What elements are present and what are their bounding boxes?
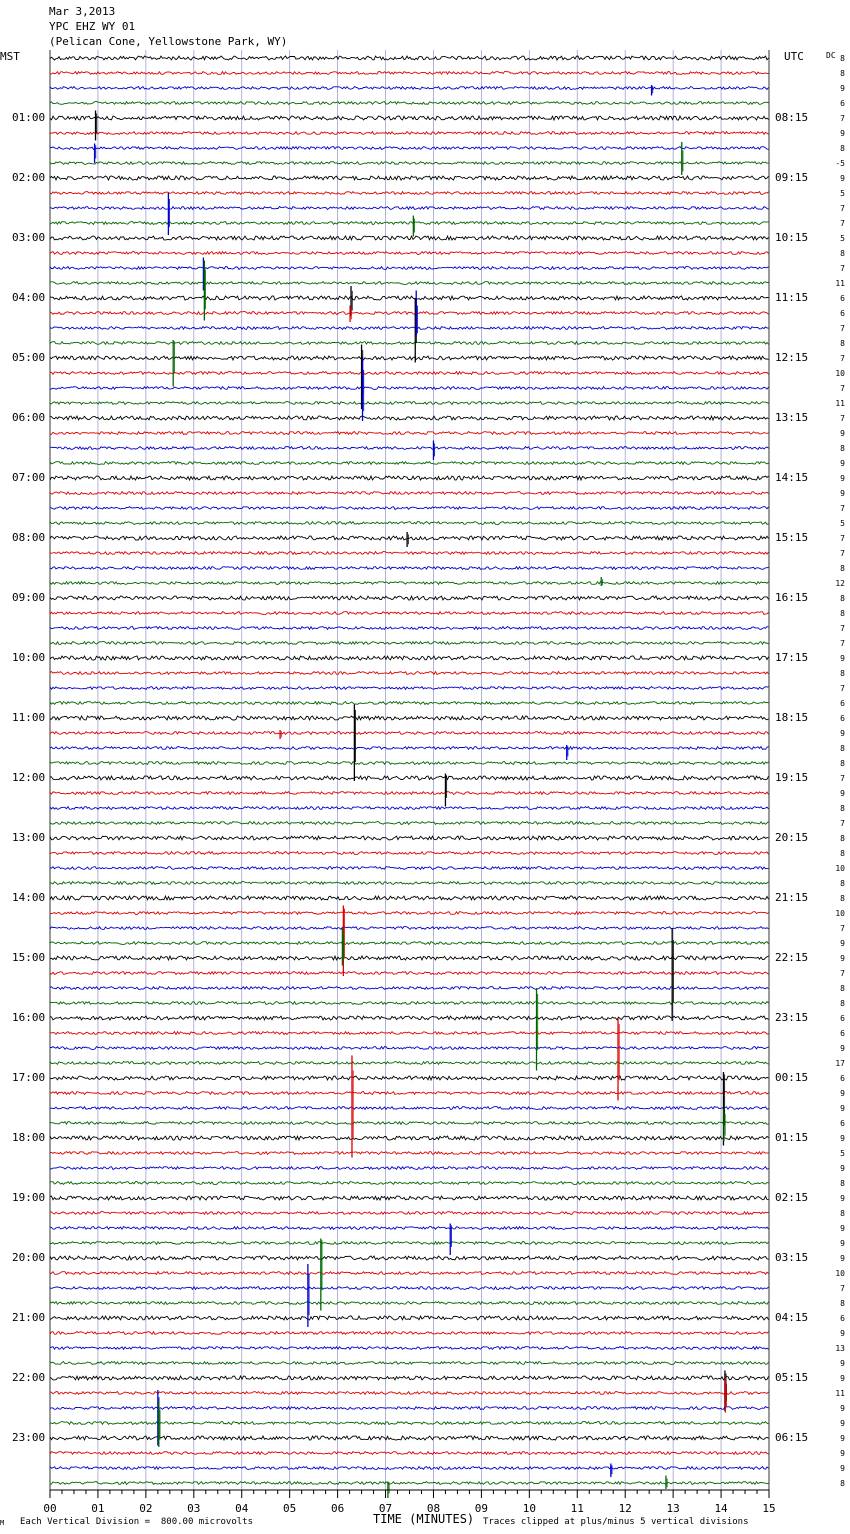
trace-line (50, 972, 769, 975)
trace-line (50, 552, 769, 555)
mst-hour-label: 11:00 (12, 711, 46, 724)
x-tick-label: 13 (666, 1502, 680, 1515)
dc-offset-value: 9 (840, 1329, 845, 1338)
dc-offset-value: 11 (835, 1389, 845, 1398)
mst-hour-label: 17:00 (12, 1071, 46, 1084)
dc-offset-value: 7 (840, 924, 845, 933)
mst-hour-label: 02:00 (12, 171, 46, 184)
x-tick-label: 09 (474, 1502, 489, 1515)
trace-line (50, 536, 769, 540)
dc-offset-value: 11 (835, 279, 845, 288)
mst-hour-label: 12:00 (12, 771, 46, 784)
trace-line (50, 56, 769, 60)
trace-line (50, 927, 769, 930)
dc-offset-value: 13 (835, 1344, 845, 1353)
dc-offset-value: 9 (840, 84, 845, 93)
dc-offset-value: 9 (840, 1434, 845, 1443)
trace-line (50, 162, 769, 165)
trace-line (50, 1256, 769, 1260)
trace-line (50, 582, 769, 585)
trace-line (50, 672, 769, 675)
utc-hour-label: 05:15 (775, 1371, 809, 1384)
utc-hour-label: 19:15 (775, 771, 809, 784)
x-tick-label: 00 (43, 1502, 57, 1515)
utc-hour-label: 02:15 (775, 1191, 809, 1204)
trace-line (50, 627, 769, 630)
dc-offset-value: 12 (835, 579, 845, 588)
trace-line (50, 356, 769, 360)
clip-note: Traces clipped at plus/minus 5 vertical divisions (483, 1517, 749, 1527)
mst-hour-label: 13:00 (12, 831, 46, 844)
utc-hour-label: 13:15 (775, 411, 809, 424)
mst-hour-label: 18:00 (12, 1131, 46, 1144)
mst-hour-label: 16:00 (12, 1011, 46, 1024)
dc-offset-value: 10 (835, 864, 845, 873)
dc-offset-value: 6 (840, 1119, 845, 1128)
trace-line (50, 1482, 769, 1485)
dc-offset-value: 8 (840, 1209, 845, 1218)
dc-offset-value: 8 (840, 1299, 845, 1308)
dc-column-header: DC (826, 51, 836, 60)
dc-offset-value: 6 (840, 1074, 845, 1083)
scale-note: Each Vertical Division = 800.00 microvolts (20, 1517, 253, 1527)
dc-offset-value: 9 (840, 429, 845, 438)
dc-offset-value: 9 (840, 1359, 845, 1368)
trace-line (50, 1002, 769, 1005)
dc-offset-value: 7 (840, 324, 845, 333)
dc-offset-value: 8 (840, 879, 845, 888)
dc-offset-value: 8 (840, 249, 845, 258)
trace-line (50, 476, 769, 480)
utc-hour-label: 04:15 (775, 1311, 809, 1324)
trace-line (50, 492, 769, 495)
trace-line (50, 702, 769, 705)
x-tick-label: 03 (187, 1502, 201, 1515)
dc-offset-value: 7 (840, 549, 845, 558)
dc-offset-value: 8 (840, 894, 845, 903)
trace-line (50, 1332, 769, 1335)
x-tick-label: 10 (522, 1502, 536, 1515)
trace-line (50, 1376, 769, 1380)
trace-line (50, 882, 769, 885)
dc-offset-value: 10 (835, 909, 845, 918)
trace-line (50, 416, 769, 420)
dc-offset-value: 9 (840, 459, 845, 468)
dc-offset-value: 9 (840, 1044, 845, 1053)
dc-offset-value: 8 (840, 444, 845, 453)
trace-line (50, 807, 769, 810)
dc-offset-value: 9 (840, 1224, 845, 1233)
trace-line (50, 1196, 769, 1200)
trace-line (50, 1152, 769, 1155)
trace-line (50, 192, 769, 195)
dc-offset-value: 7 (840, 114, 845, 123)
dc-offset-value: 8 (840, 669, 845, 678)
trace-line (50, 1227, 769, 1230)
dc-offset-value: 8 (840, 1179, 845, 1188)
dc-offset-value: 9 (840, 174, 845, 183)
mst-hour-label: 23:00 (12, 1431, 46, 1444)
trace-line (50, 1032, 769, 1035)
mst-hour-label: 20:00 (12, 1251, 46, 1264)
trace-line (50, 987, 769, 990)
dc-offset-value: 6 (840, 714, 845, 723)
utc-hour-label: 23:15 (775, 1011, 809, 1024)
dc-offset-value: 6 (840, 1314, 845, 1323)
plot-date: Mar 3,2013 (49, 5, 116, 18)
dc-offset-value: 6 (840, 309, 845, 318)
dc-offset-value: 17 (835, 1059, 845, 1068)
trace-line (50, 402, 769, 405)
trace-line (50, 132, 769, 135)
trace-line (50, 462, 769, 465)
dc-offset-value: 8 (840, 609, 845, 618)
dc-offset-value: 6 (840, 699, 845, 708)
mst-hour-label: 06:00 (12, 411, 46, 424)
dc-offset-value: 7 (840, 534, 845, 543)
x-tick-label: 14 (714, 1502, 728, 1515)
dc-offset-value: 9 (840, 474, 845, 483)
mst-hour-label: 10:00 (12, 651, 46, 664)
dc-offset-value: 8 (840, 849, 845, 858)
mst-hour-label: 15:00 (12, 951, 46, 964)
dc-offset-value: 8 (840, 834, 845, 843)
dc-offset-value: 9 (840, 1164, 845, 1173)
dc-offset-value: 6 (840, 1029, 845, 1038)
trace-line (50, 1182, 769, 1185)
trace-line (50, 296, 769, 300)
dc-offset-value: 8 (840, 744, 845, 753)
trace-line (50, 687, 769, 690)
dc-offset-value: 9 (840, 1089, 845, 1098)
trace-line (50, 762, 769, 765)
mst-hour-label: 07:00 (12, 471, 46, 484)
dc-offset-value: 8 (840, 339, 845, 348)
x-tick-label: 11 (570, 1502, 584, 1515)
mst-hour-label: 03:00 (12, 231, 46, 244)
mst-hour-label: 05:00 (12, 351, 46, 364)
trace-line (50, 372, 769, 375)
trace-line (50, 867, 769, 870)
trace-line (50, 612, 769, 615)
dc-offset-value: 9 (840, 1374, 845, 1383)
trace-line (50, 1347, 769, 1350)
trace-line (50, 1047, 769, 1050)
dc-offset-value: 7 (840, 204, 845, 213)
corner-mark: M (0, 1519, 5, 1527)
dc-offset-value: 8 (840, 759, 845, 768)
dc-offset-value: 8 (840, 984, 845, 993)
dc-offset-value: 7 (840, 219, 845, 228)
dc-offset-value: 7 (840, 1284, 845, 1293)
x-tick-label: 04 (235, 1502, 249, 1515)
utc-hour-label: 17:15 (775, 651, 809, 664)
utc-hour-label: 22:15 (775, 951, 809, 964)
trace-line (50, 956, 769, 960)
trace-line (50, 852, 769, 855)
dc-offset-value: 6 (840, 99, 845, 108)
trace-line (50, 642, 769, 645)
dc-offset-value: -5 (835, 159, 845, 168)
dc-offset-value: 7 (840, 384, 845, 393)
x-tick-label: 06 (330, 1502, 345, 1515)
trace-line (50, 312, 769, 315)
x-tick-label: 15 (762, 1502, 776, 1515)
trace-line (50, 1302, 769, 1305)
trace-line (50, 1272, 769, 1275)
dc-offset-value: 8 (840, 144, 845, 153)
x-tick-label: 02 (139, 1502, 153, 1515)
trace-line (50, 1242, 769, 1245)
dc-offset-value: 8 (840, 594, 845, 603)
station-location: (Pelican Cone, Yellowstone Park, WY) (49, 35, 288, 48)
utc-hour-label: 21:15 (775, 891, 809, 904)
trace-line (50, 116, 769, 120)
mst-hour-label: 04:00 (12, 291, 46, 304)
dc-offset-value: 8 (840, 804, 845, 813)
trace-line (50, 1136, 769, 1140)
x-tick-label: 05 (283, 1502, 297, 1515)
dc-offset-value: 9 (840, 789, 845, 798)
trace-line (50, 1092, 769, 1095)
trace-line (50, 342, 769, 345)
dc-offset-value: 9 (840, 1419, 845, 1428)
dc-offset-value: 9 (840, 1449, 845, 1458)
mst-hour-label: 22:00 (12, 1371, 46, 1384)
trace-line (50, 447, 769, 450)
mst-hour-label: 19:00 (12, 1191, 46, 1204)
trace-line (50, 252, 769, 255)
dc-offset-value: 8 (840, 999, 845, 1008)
dc-offset-value: 7 (840, 354, 845, 363)
trace-line (50, 776, 769, 780)
dc-offset-value: 9 (840, 1404, 845, 1413)
mst-hour-label: 09:00 (12, 591, 46, 604)
trace-line (50, 912, 769, 915)
dc-offset-value: 10 (835, 1269, 845, 1278)
x-tick-label: 08 (426, 1502, 441, 1515)
utc-hour-label: 06:15 (775, 1431, 809, 1444)
dc-offset-value: 5 (840, 519, 845, 528)
trace-line (50, 72, 769, 75)
trace-line (50, 207, 769, 210)
trace-line (50, 836, 769, 840)
trace-line (50, 102, 769, 105)
trace-line (50, 87, 769, 90)
dc-offset-value: 9 (840, 1134, 845, 1143)
left-timezone-label: MST (0, 50, 20, 63)
trace-line (50, 567, 769, 570)
x-tick-label: 07 (378, 1502, 393, 1515)
trace-line (50, 596, 769, 600)
trace-line (50, 747, 769, 750)
trace-line (50, 1122, 769, 1125)
trace-line (50, 147, 769, 150)
trace-line (50, 896, 769, 900)
dc-offset-value: 6 (840, 294, 845, 303)
dc-offset-value: 7 (840, 819, 845, 828)
right-timezone-label: UTC (784, 50, 804, 63)
dc-offset-value: 9 (840, 1464, 845, 1473)
dc-offset-value: 9 (840, 489, 845, 498)
trace-line (50, 1016, 769, 1020)
dc-offset-value: 7 (840, 969, 845, 978)
trace-line (50, 282, 769, 285)
trace-line (50, 1287, 769, 1290)
x-tick-label: 01 (91, 1502, 105, 1515)
trace-line (50, 507, 769, 510)
station-code: YPC EHZ WY 01 (49, 20, 136, 33)
trace-line (50, 432, 769, 435)
trace-line (50, 792, 769, 795)
dc-offset-value: 9 (840, 129, 845, 138)
trace-line (50, 1452, 769, 1455)
dc-offset-value: 9 (840, 954, 845, 963)
trace-line (50, 327, 769, 330)
dc-offset-value: 7 (840, 684, 845, 693)
trace-line (50, 1316, 769, 1320)
dc-offset-value: 8 (840, 1479, 845, 1488)
mst-hour-label: 14:00 (12, 891, 46, 904)
utc-hour-label: 16:15 (775, 591, 809, 604)
utc-hour-label: 08:15 (775, 111, 809, 124)
mst-hour-label: 21:00 (12, 1311, 46, 1324)
dc-offset-value: 7 (840, 624, 845, 633)
utc-hour-label: 01:15 (775, 1131, 809, 1144)
dc-offset-value: 5 (840, 1149, 845, 1158)
trace-line (50, 176, 769, 180)
x-tick-label: 12 (618, 1502, 632, 1515)
trace-line (50, 387, 769, 390)
dc-offset-value: 7 (840, 414, 845, 423)
dc-offset-value: 7 (840, 504, 845, 513)
trace-line (50, 1167, 769, 1170)
utc-hour-label: 12:15 (775, 351, 809, 364)
dc-offset-value: 10 (835, 369, 845, 378)
mst-hour-label: 08:00 (12, 531, 46, 544)
utc-hour-label: 18:15 (775, 711, 809, 724)
trace-line (50, 1362, 769, 1365)
trace-line (50, 1076, 769, 1080)
utc-hour-label: 09:15 (775, 171, 809, 184)
trace-line (50, 222, 769, 225)
trace-line (50, 1062, 769, 1065)
trace-line (50, 656, 769, 660)
dc-offset-value: 5 (840, 189, 845, 198)
dc-offset-value: 5 (840, 234, 845, 243)
utc-hour-label: 03:15 (775, 1251, 809, 1264)
x-axis-title: TIME (MINUTES) (373, 1512, 475, 1526)
utc-hour-label: 20:15 (775, 831, 809, 844)
utc-hour-label: 11:15 (775, 291, 809, 304)
dc-offset-value: 9 (840, 1194, 845, 1203)
mst-hour-label: 01:00 (12, 111, 46, 124)
dc-offset-value: 9 (840, 1239, 845, 1248)
dc-offset-value: 6 (840, 1014, 845, 1023)
dc-offset-value: 8 (840, 54, 845, 63)
trace-line (50, 1107, 769, 1110)
trace-line (50, 1212, 769, 1215)
utc-hour-label: 15:15 (775, 531, 809, 544)
dc-offset-value: 9 (840, 1104, 845, 1113)
trace-line (50, 236, 769, 240)
trace-line (50, 267, 769, 270)
dc-offset-value: 11 (835, 399, 845, 408)
dc-offset-value: 8 (840, 69, 845, 78)
dc-offset-value: 9 (840, 939, 845, 948)
dc-offset-value: 7 (840, 264, 845, 273)
utc-hour-label: 14:15 (775, 471, 809, 484)
trace-line (50, 732, 769, 735)
dc-offset-value: 9 (840, 1254, 845, 1263)
trace-line (50, 822, 769, 825)
dc-offset-value: 9 (840, 729, 845, 738)
trace-line (50, 522, 769, 525)
utc-hour-label: 00:15 (775, 1071, 809, 1084)
trace-line (50, 942, 769, 945)
trace-line (50, 1467, 769, 1470)
dc-offset-value: 8 (840, 564, 845, 573)
trace-line (50, 716, 769, 720)
utc-hour-label: 10:15 (775, 231, 809, 244)
dc-offset-value: 7 (840, 774, 845, 783)
dc-offset-value: 9 (840, 654, 845, 663)
dc-offset-value: 7 (840, 639, 845, 648)
